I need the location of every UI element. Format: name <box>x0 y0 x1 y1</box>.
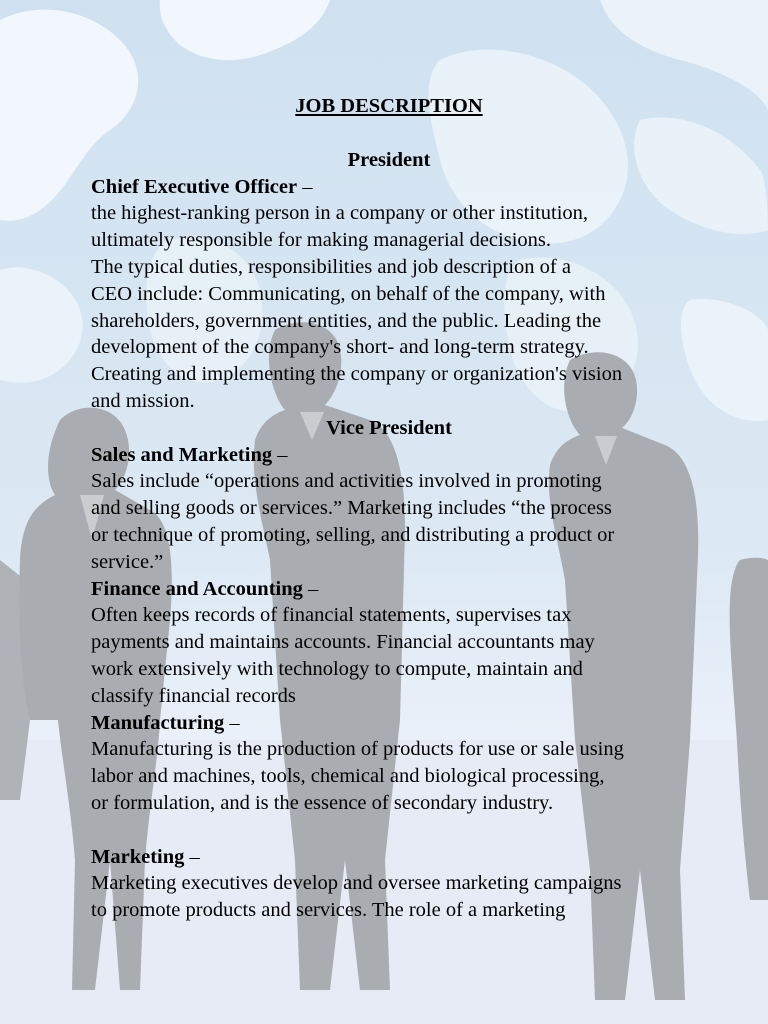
ceo-line: development of the company's short- and long-term strategy. <box>91 336 589 359</box>
manufacturing-heading-line <box>91 710 691 737</box>
marketing-heading: Marketing <box>91 845 185 868</box>
ceo-heading: Chief Executive Officer <box>91 175 298 198</box>
finance-dash: – <box>302 577 319 600</box>
ceo-line: and mission. <box>91 389 195 412</box>
ceo-line: Creating and implementing the company or organization's vision <box>91 363 623 386</box>
sales-line: or technique of promoting, selling, and distributing a product or <box>91 523 615 546</box>
sales-heading-line <box>91 442 691 469</box>
president-heading: President <box>347 148 431 171</box>
marketing-heading-line <box>91 844 691 871</box>
finance-section <box>91 576 691 710</box>
ceo-section <box>91 174 691 415</box>
ceo-line: ultimately responsible for making managerial decisions. <box>91 229 551 252</box>
paragraph-gap <box>91 817 691 844</box>
ceo-heading-line <box>91 174 691 201</box>
ceo-line: the highest-ranking person in a company or other institution, <box>91 202 589 225</box>
manufacturing-line: or formulation, and is the essence of secondary industry. <box>91 791 554 814</box>
marketing-line: to promote products and services. The role of a marketing <box>91 899 566 922</box>
finance-heading: Finance and Accounting <box>91 577 303 600</box>
finance-line: payments and maintains accounts. Financial accountants may <box>91 631 595 654</box>
sales-heading: Sales and Marketing <box>91 443 273 466</box>
document-body <box>91 93 691 924</box>
marketing-section <box>91 844 691 924</box>
finance-line: Often keeps records of financial statements, supervises tax <box>91 604 572 627</box>
ceo-line: shareholders, government entities, and the public. Leading the <box>91 309 602 332</box>
marketing-line: Marketing executives develop and oversee marketing campaigns <box>91 872 622 895</box>
manufacturing-line: Manufacturing is the production of products for use or sale using <box>91 738 624 761</box>
manufacturing-line: labor and machines, tools, chemical and biological processing, <box>91 765 605 788</box>
manufacturing-section <box>91 710 691 817</box>
finance-heading-line <box>91 576 691 603</box>
manufacturing-dash: – <box>224 711 240 734</box>
ceo-line: CEO include: Communicating, on behalf of the company, with <box>91 282 606 305</box>
finance-line: work extensively with technology to compute, maintain and <box>91 657 583 680</box>
vice-president-heading: Vice President <box>326 416 452 439</box>
finance-line: classify financial records <box>91 684 296 707</box>
marketing-dash: – <box>184 845 200 868</box>
sales-line: and selling goods or services.” Marketing includes “the process <box>91 497 612 520</box>
ceo-dash: – <box>297 175 313 198</box>
sales-line: Sales include “operations and activities involved in promoting <box>91 470 602 493</box>
sales-section <box>91 442 691 576</box>
manufacturing-heading: Manufacturing <box>91 711 225 734</box>
document-title: JOB DESCRIPTION <box>295 95 483 117</box>
sales-dash: – <box>272 443 288 466</box>
ceo-line: The typical duties, responsibilities and job description of a <box>91 255 571 278</box>
sales-line: service.” <box>91 550 164 573</box>
